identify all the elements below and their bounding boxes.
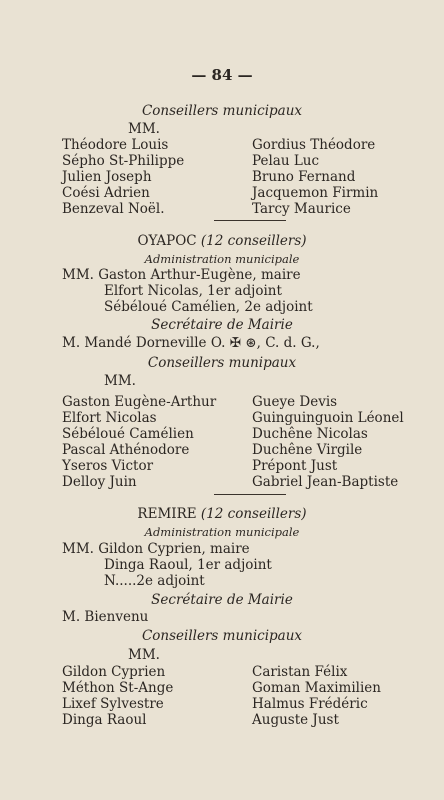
section1-mm: MM. <box>128 121 160 137</box>
remire-title <box>0 506 444 522</box>
member-name: Halmus Frédéric <box>252 696 368 712</box>
oyapoc-council-heading: Conseillers munipaux <box>147 355 297 371</box>
member-name: Pelau Luc <box>252 153 320 169</box>
member-name: Julien Joseph <box>62 169 152 185</box>
member-name: Benzeval Noël. <box>62 201 165 217</box>
member-name: Sépho St-Philippe <box>62 153 185 169</box>
member-name: Sébéloué Camélien <box>62 426 194 442</box>
oyapoc-mm: MM. <box>104 373 136 389</box>
member-name: Dinga Raoul <box>62 712 147 728</box>
divider <box>214 220 286 221</box>
member-name: Tarcy Maurice <box>252 201 351 217</box>
member-name: Prépont Just <box>252 458 338 474</box>
commune-name: REMIRE <box>137 506 197 522</box>
member-name: Gordius Théodore <box>252 137 376 153</box>
remire-secretary: M. Bienvenu <box>62 609 149 625</box>
member-name: Delloy Juin <box>62 474 137 490</box>
member-name: Gueye Devis <box>252 394 338 410</box>
member-name: Duchêne Virgile <box>252 442 363 458</box>
member-name: Jacquemon Firmin <box>252 185 379 201</box>
member-name: Guinguinguoin Léonel <box>252 410 404 426</box>
page-number: — 84 — <box>191 66 253 84</box>
remire-member-list <box>62 664 432 728</box>
oyapoc-secretary-heading: Secrétaire de Mairie <box>151 317 293 333</box>
divider <box>214 494 286 495</box>
section1-member-list <box>62 137 432 217</box>
member-name: Coési Adrien <box>62 185 150 201</box>
oyapoc-adjoint-1: Elfort Nicolas, 1er adjoint <box>104 283 282 299</box>
oyapoc-title <box>0 233 444 249</box>
remire-adjoint-2: N.....2e adjoint <box>104 573 205 589</box>
member-name: Gabriel Jean-Baptiste <box>252 474 399 490</box>
remire-council-heading: Conseillers municipaux <box>141 628 303 644</box>
oyapoc-adjoint-2: Sébéloué Camélien, 2e adjoint <box>104 299 313 315</box>
member-name: Goman Maximilien <box>252 680 381 696</box>
member-name: Elfort Nicolas <box>62 410 157 426</box>
member-name: Gaston Eugène-Arthur <box>62 394 217 410</box>
remire-mayor: MM. Gildon Cyprien, maire <box>62 541 250 557</box>
council-count: (12 conseillers) <box>200 506 307 522</box>
member-name: Caristan Félix <box>252 664 348 680</box>
member-name: Méthon St-Ange <box>62 680 174 696</box>
remire-secretary-heading: Secrétaire de Mairie <box>151 592 293 608</box>
section1-heading: Conseillers municipaux <box>141 103 303 119</box>
commune-name: OYAPOC <box>137 233 197 249</box>
oyapoc-mayor: MM. Gaston Arthur-Eugène, maire <box>62 267 301 283</box>
member-name: Yseros Victor <box>62 458 154 474</box>
oyapoc-admin-heading: Administration municipale <box>144 252 300 266</box>
member-name: Gildon Cyprien <box>62 664 166 680</box>
member-name: Lixef Sylvestre <box>62 696 164 712</box>
oyapoc-member-list <box>62 394 432 490</box>
member-name: Auguste Just <box>252 712 339 728</box>
member-name: Bruno Fernand <box>252 169 356 185</box>
remire-admin-heading: Administration municipale <box>144 525 300 539</box>
member-name: Duchêne Nicolas <box>252 426 368 442</box>
remire-mm: MM. <box>128 647 160 663</box>
remire-adjoint-1: Dinga Raoul, 1er adjoint <box>104 557 272 573</box>
member-name: Théodore Louis <box>62 137 169 153</box>
member-name: Pascal Athénodore <box>62 442 190 458</box>
oyapoc-secretary: M. Mandé Dorneville O. ✠ ⊛, C. d. G., <box>62 335 320 351</box>
council-count: (12 conseillers) <box>200 233 307 249</box>
